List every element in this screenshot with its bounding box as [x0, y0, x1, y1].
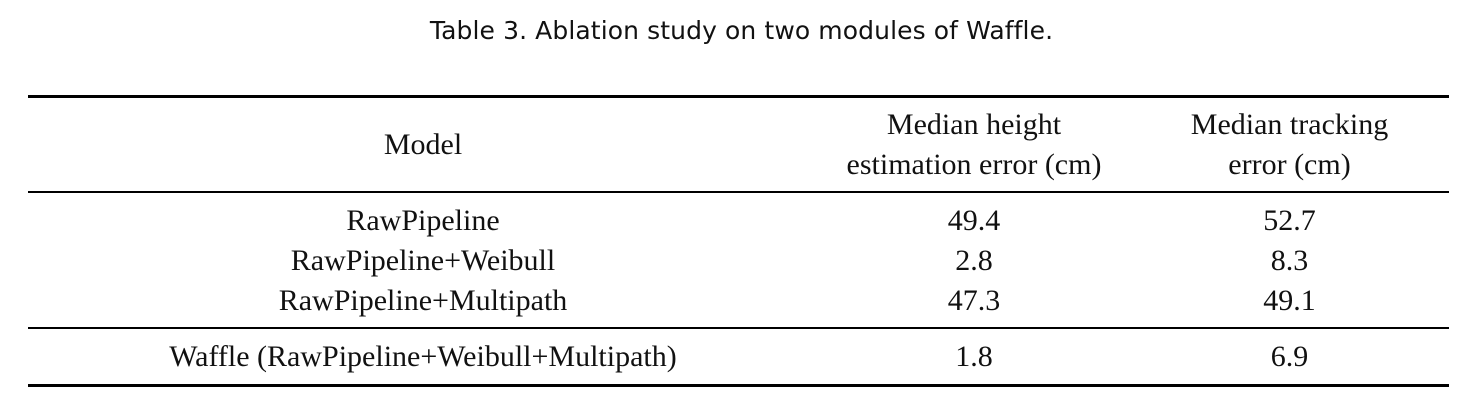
table-bottom-rule — [28, 384, 1449, 387]
header-tracking-line1: Median tracking — [1190, 108, 1389, 141]
table-row-height: 47.3 — [947, 284, 1001, 317]
table-row-height: 2.8 — [955, 244, 993, 277]
final-row-model: Waffle (RawPipeline+Weibull+Multipath) — [169, 340, 677, 373]
header-model: Model — [383, 128, 463, 161]
table-row-model: RawPipeline — [346, 204, 500, 237]
header-height-line2: estimation error (cm) — [846, 148, 1102, 181]
table-row-tracking: 49.1 — [1263, 284, 1316, 317]
table-row-height: 49.4 — [947, 204, 1001, 237]
header-tracking-line2: error (cm) — [1228, 148, 1351, 181]
table-header-rule — [28, 191, 1449, 193]
final-row-tracking: 6.9 — [1270, 340, 1309, 373]
header-height-line1: Median height — [886, 108, 1062, 141]
table-row-model: RawPipeline+Weibull — [290, 244, 556, 277]
table-top-rule — [28, 95, 1449, 98]
table-caption: Table 3. Ablation study on two modules of Waffle. — [429, 16, 1054, 45]
final-row-height: 1.8 — [955, 340, 993, 373]
table-row-tracking: 8.3 — [1270, 244, 1309, 277]
table-row-tracking: 52.7 — [1263, 204, 1316, 237]
table-row-model: RawPipeline+Multipath — [278, 284, 568, 317]
table-separator-rule — [28, 327, 1449, 329]
